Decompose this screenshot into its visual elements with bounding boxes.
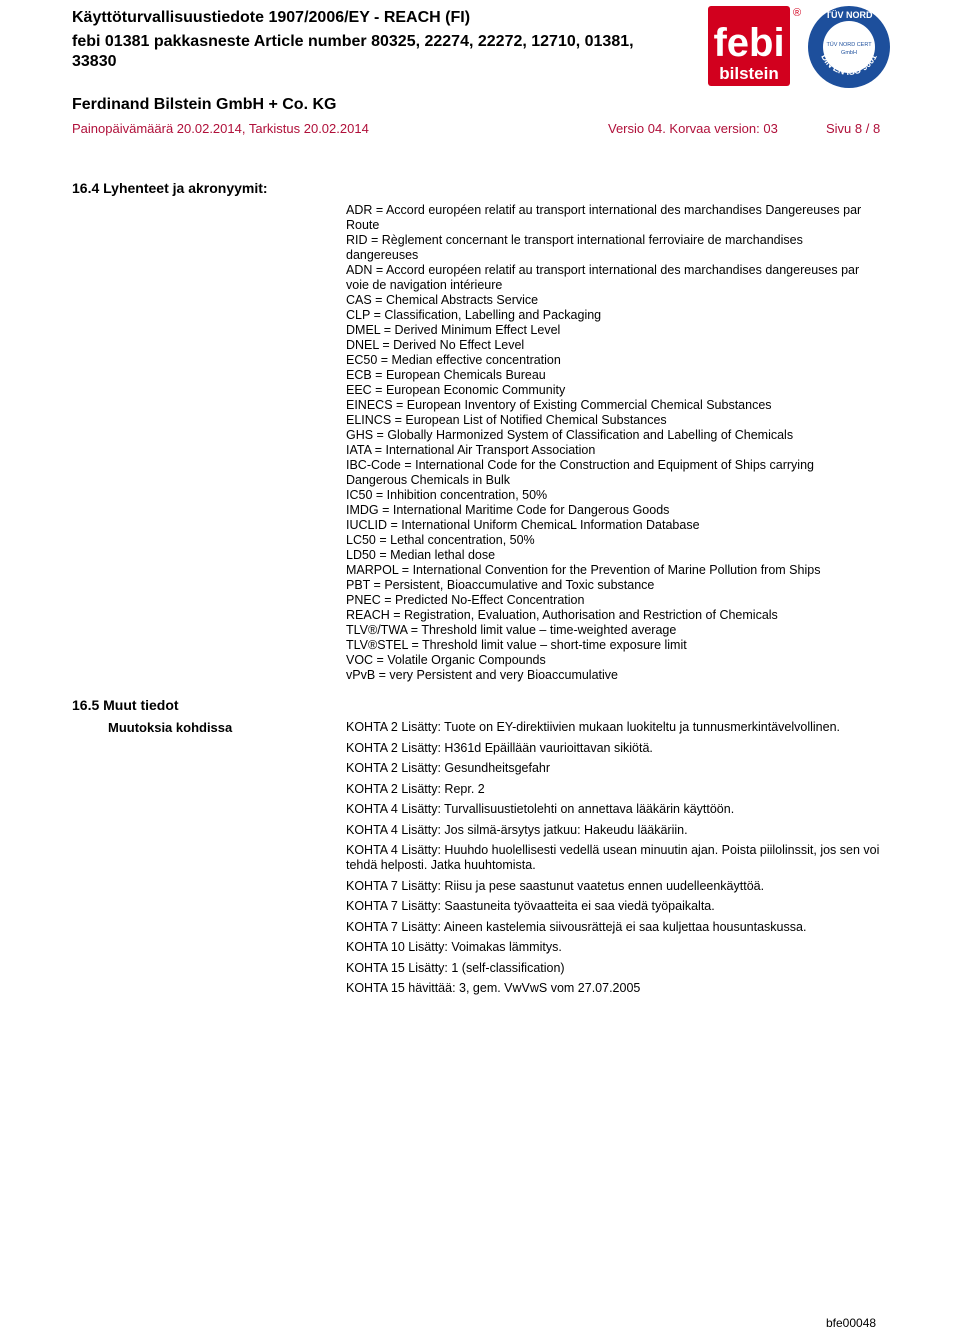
abbreviation-line: EC50 = Median effective concentration	[346, 353, 561, 367]
tuv-certification-icon	[806, 4, 892, 90]
abbreviation-line: VOC = Volatile Organic Compounds	[346, 653, 546, 667]
abbreviation-line: ECB = European Chemicals Bureau	[346, 368, 546, 382]
change-entry: KOHTA 2 Lisätty: Repr. 2	[346, 781, 485, 796]
abbreviation-line: PNEC = Predicted No-Effect Concentration	[346, 593, 585, 607]
abbreviation-line: TLV®/TWA = Threshold limit value – time-weighted average	[346, 623, 677, 637]
abbreviation-line: IBC-Code = International Code for the Construction and Equipment of Ships carrying	[346, 458, 814, 472]
abbreviation-line: IMDG = International Maritime Code for Dangerous Goods	[346, 503, 670, 517]
abbreviation-line: IATA = International Air Transport Association	[346, 443, 596, 457]
section-16-4-heading: 16.4 Lyhenteet ja akronyymit:	[72, 180, 268, 196]
abbreviation-line: Dangerous Chemicals in Bulk	[346, 473, 510, 487]
changes-list	[346, 720, 906, 1002]
document-code: bfe00048	[826, 1316, 877, 1330]
badge-bottom-text: DIN EN ISO 9001	[819, 52, 879, 78]
registered-mark: ®	[792, 7, 802, 19]
meta-row	[72, 121, 888, 139]
abbreviation-line: RID = Règlement concernant le transport international ferroviaire de marchandises	[346, 233, 803, 247]
abbreviation-line: EEC = European Economic Community	[346, 383, 566, 397]
changes-subheading: Muutoksia kohdissa	[108, 720, 233, 735]
company-name: Ferdinand Bilstein GmbH + Co. KG	[72, 96, 337, 113]
change-entry: KOHTA 2 Lisätty: Tuote on EY-direktiivien mukaan luokiteltu ja tunnusmerkintävelvollinen.	[346, 720, 841, 734]
change-entry: KOHTA 10 Lisätty: Voimakas lämmitys.	[346, 940, 562, 954]
abbreviation-line: LD50 = Median lethal dose	[346, 548, 496, 562]
abbreviation-line: Route	[346, 218, 380, 232]
abbreviation-line: TLV®STEL = Threshold limit value – short-time exposure limit	[346, 638, 687, 652]
badge-cert-line1: TÜV NORD CERT	[826, 42, 872, 48]
change-entry: KOHTA 4 Lisätty: Jos silmä-ärsytys jatkuu: Hakeudu lääkäriin.	[346, 822, 688, 837]
change-entry: KOHTA 7 Lisätty: Aineen kastelemia siivousrättejä ei saa kuljettaa housuntaskussa.	[346, 919, 807, 934]
abbreviation-line: ADR = Accord européen relatif au transport international des marchandises Dangereuses par	[346, 203, 862, 217]
abbreviation-line: voie de navigation intérieure	[346, 278, 503, 292]
change-entry: KOHTA 2 Lisätty: Gesundheitsgefahr	[346, 761, 551, 775]
abbreviation-line: MARPOL = International Convention for the Prevention of Marine Pollution from Ships	[346, 563, 821, 577]
abbreviation-line: DMEL = Derived Minimum Effect Level	[346, 323, 561, 337]
abbreviation-line: GHS = Globally Harmonized System of Classification and Labelling of Chemicals	[346, 428, 794, 442]
print-date: Painopäivämäärä 20.02.2014, Tarkistus 20.02.2014	[72, 121, 369, 136]
change-entry: KOHTA 15 Lisätty: 1 (self-classification)	[346, 960, 565, 975]
abbreviation-line: REACH = Registration, Evaluation, Authorisation and Restriction of Chemicals	[346, 608, 778, 622]
abbreviation-line: DNEL = Derived No Effect Level	[346, 338, 525, 352]
abbreviation-line: dangereuses	[346, 248, 419, 262]
abbreviation-line: LC50 = Lethal concentration, 50%	[346, 533, 535, 547]
badge-cert-line2: GmbH	[841, 50, 857, 56]
abbreviation-line: PBT = Persistent, Bioaccumulative and Toxic substance	[346, 578, 655, 592]
badge-top-text: TÜV NORD	[825, 10, 873, 20]
change-entry: KOHTA 7 Lisätty: Riisu ja pese saastunut vaatetus ennen uudelleenkäyttöä.	[346, 878, 765, 893]
abbreviation-list	[346, 203, 906, 683]
febi-bilstein-logo	[706, 4, 802, 88]
change-entry: KOHTA 4 Lisätty: Huuhdo huolellisesti vedellä usean minuutin ajan. Poista piilolinssit, jos sen voi tehdä helposti. Jatka huuhtomista.	[346, 843, 880, 872]
document-title: Käyttöturvallisuustiedote 1907/2006/EY - REACH (FI)	[72, 9, 471, 26]
abbreviation-line: EINECS = European Inventory of Existing Commercial Chemical Substances	[346, 398, 772, 412]
abbreviation-line: CAS = Chemical Abstracts Service	[346, 293, 539, 307]
change-entry: KOHTA 7 Lisätty: Saastuneita työvaatteita ei saa viedä työpaikalta.	[346, 899, 715, 913]
logo-brand-bottom: bilstein	[719, 64, 779, 83]
abbreviation-line: ADN = Accord européen relatif au transport international des marchandises dangereuses par	[346, 263, 860, 277]
logo-brand-top: febi	[713, 21, 785, 65]
change-entry: KOHTA 2 Lisätty: H361d Epäillään vaurioittavan sikiötä.	[346, 740, 653, 755]
abbreviation-line: vPvB = very Persistent and very Bioaccumulative	[346, 668, 618, 682]
product-title: febi 01381 pakkasneste Article number 80325, 22274, 22272, 12710, 01381,	[72, 33, 634, 50]
change-entry: KOHTA 4 Lisätty: Turvallisuustietolehti on annettava lääkärin käyttöön.	[346, 802, 735, 816]
abbreviation-line: CLP = Classification, Labelling and Packaging	[346, 308, 602, 322]
abbreviation-line: IC50 = Inhibition concentration, 50%	[346, 488, 548, 502]
product-title-continued: 33830	[72, 53, 117, 70]
page-number: Sivu 8 / 8	[826, 121, 881, 136]
version-info: Versio 04. Korvaa version: 03	[608, 121, 778, 136]
section-16-5-heading: 16.5 Muut tiedot	[72, 697, 179, 713]
abbreviation-line: IUCLID = International Uniform ChemicaL Information Database	[346, 518, 700, 532]
change-entry: KOHTA 15 hävittää: 3, gem. VwVwS vom 27.07.2005	[346, 981, 641, 995]
abbreviation-line: ELINCS = European List of Notified Chemical Substances	[346, 413, 667, 427]
